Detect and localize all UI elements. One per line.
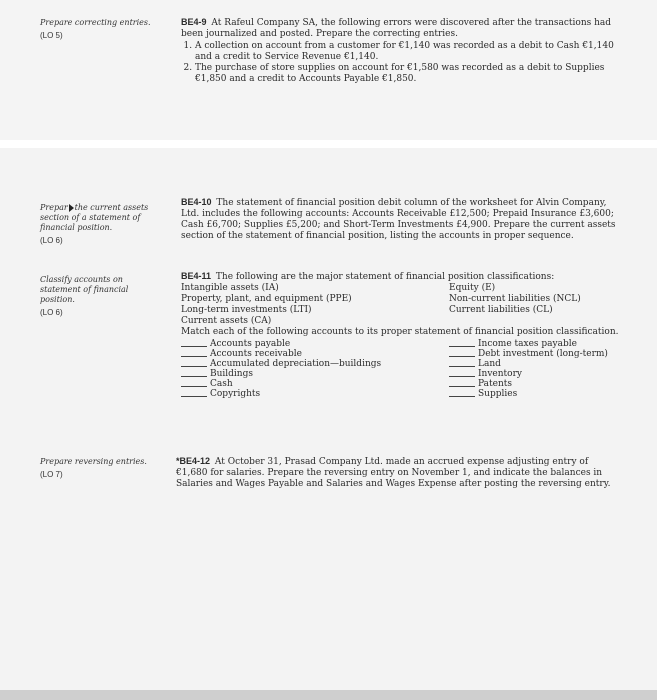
bottom-edge	[0, 690, 657, 700]
classification-list	[181, 283, 621, 327]
error-list	[181, 41, 621, 85]
side-title: Prepare correcting entries.	[40, 18, 151, 27]
exercise-id: BE4-10	[181, 197, 212, 207]
intro-text: The following are the major statement of financial position classifications:	[215, 272, 555, 282]
list-item: Buildings	[181, 369, 381, 379]
answer-blank[interactable]	[181, 379, 207, 387]
list-item: Copyrights	[181, 389, 381, 399]
list-item: Accounts receivable	[181, 349, 381, 359]
side-title: Classify accounts on statement of financial position.	[40, 275, 129, 304]
exercise-intro	[181, 271, 621, 283]
classification: Intangible assets (IA)	[181, 283, 279, 293]
classification: Equity (E)	[449, 283, 496, 293]
list-item: Land	[449, 359, 608, 369]
page-gap	[0, 140, 657, 148]
mouse-cursor-icon	[69, 204, 74, 212]
exercise-text: At October 31, Prasad Company Ltd. made an accrued expense adjusting entry of €1,680 for salaries. Prepare the reversing entry on November 1, and indicate the balances in Salaries and Wages Payable and Salaries and Wages Expense after posting the reversing entry.	[176, 457, 611, 489]
exercise-id: BE4-9	[181, 17, 207, 27]
list-item: Accounts payable	[181, 339, 381, 349]
classification: Current liabilities (CL)	[449, 305, 553, 315]
answer-blank[interactable]	[449, 389, 475, 397]
answer-blank[interactable]	[181, 369, 207, 377]
list-item: Accumulated depreciation—buildings	[181, 359, 381, 369]
classification: Property, plant, and equipment (PPE)	[181, 294, 352, 304]
answer-blank[interactable]	[449, 369, 475, 377]
answer-blank[interactable]	[449, 359, 475, 367]
side-title: Prepare reversing entries.	[40, 457, 147, 466]
answer-blank[interactable]	[449, 339, 475, 347]
side-note-be4-12	[40, 457, 165, 480]
exercise-be4-9	[181, 17, 621, 85]
learning-objective: (LO 6)	[40, 308, 63, 317]
intro-text: At Rafeul Company SA, the following errors were discovered after the transactions had been journalized and posted. Prepare the correcting entries.	[181, 18, 612, 39]
learning-objective: (LO 5)	[40, 31, 63, 40]
exercise-intro	[181, 17, 621, 40]
learning-objective: (LO 6)	[40, 236, 63, 245]
side-note-be4-11	[40, 275, 165, 318]
list-item: Income taxes payable	[449, 339, 608, 349]
answer-blank[interactable]	[181, 359, 207, 367]
learning-objective: (LO 7)	[40, 470, 63, 479]
list-item: Inventory	[449, 369, 608, 379]
exercise-text: The statement of financial position debit column of the worksheet for Alvin Company, Ltd. includes the following accounts: Accounts Receivable £12,500; Prepaid Insurance £3,600; Cash £6,700; Supplies £5,200; and Short-Term Investments £4,900. Prepare the current assets section of the statement of financial position, listing the accounts in proper sequence.	[181, 198, 616, 241]
side-note-be4-9	[40, 18, 165, 41]
answer-blank[interactable]	[449, 379, 475, 387]
answer-blank[interactable]	[181, 339, 207, 347]
list-item: 1. A collection on account from a customer for €1,140 was recorded as a debit to Cash €1,140 and a credit to Service Revenue €1,140.	[195, 41, 621, 63]
list-item: 2. The purchase of store supplies on account for €1,580 was recorded as a debit to Supplies €1,850 and a credit to Accounts Payable €1,850.	[195, 63, 621, 85]
exercise-id: BE4-11	[181, 271, 212, 281]
answer-blank[interactable]	[449, 349, 475, 357]
account-match-list	[181, 339, 621, 411]
answer-blank[interactable]	[181, 389, 207, 397]
list-item: Patents	[449, 379, 608, 389]
exercise-be4-11	[181, 271, 621, 411]
list-item: Cash	[181, 379, 381, 389]
classification: Non-current liabilities (NCL)	[449, 294, 581, 304]
side-title: Prepar the current assets section of a statement of financial position.	[40, 203, 149, 232]
exercise-id: *BE4-12	[176, 456, 211, 466]
classification: Long-term investments (LTI)	[181, 305, 312, 315]
exercise-be4-12	[176, 456, 622, 490]
list-item: Debt investment (long-term)	[449, 349, 608, 359]
side-note-be4-10	[40, 203, 165, 246]
list-item: Supplies	[449, 389, 608, 399]
match-instructions: Match each of the following accounts to its proper statement of financial position classification.	[181, 327, 619, 337]
classification: Current assets (CA)	[181, 316, 272, 326]
answer-blank[interactable]	[181, 349, 207, 357]
exercise-be4-10	[181, 197, 621, 242]
